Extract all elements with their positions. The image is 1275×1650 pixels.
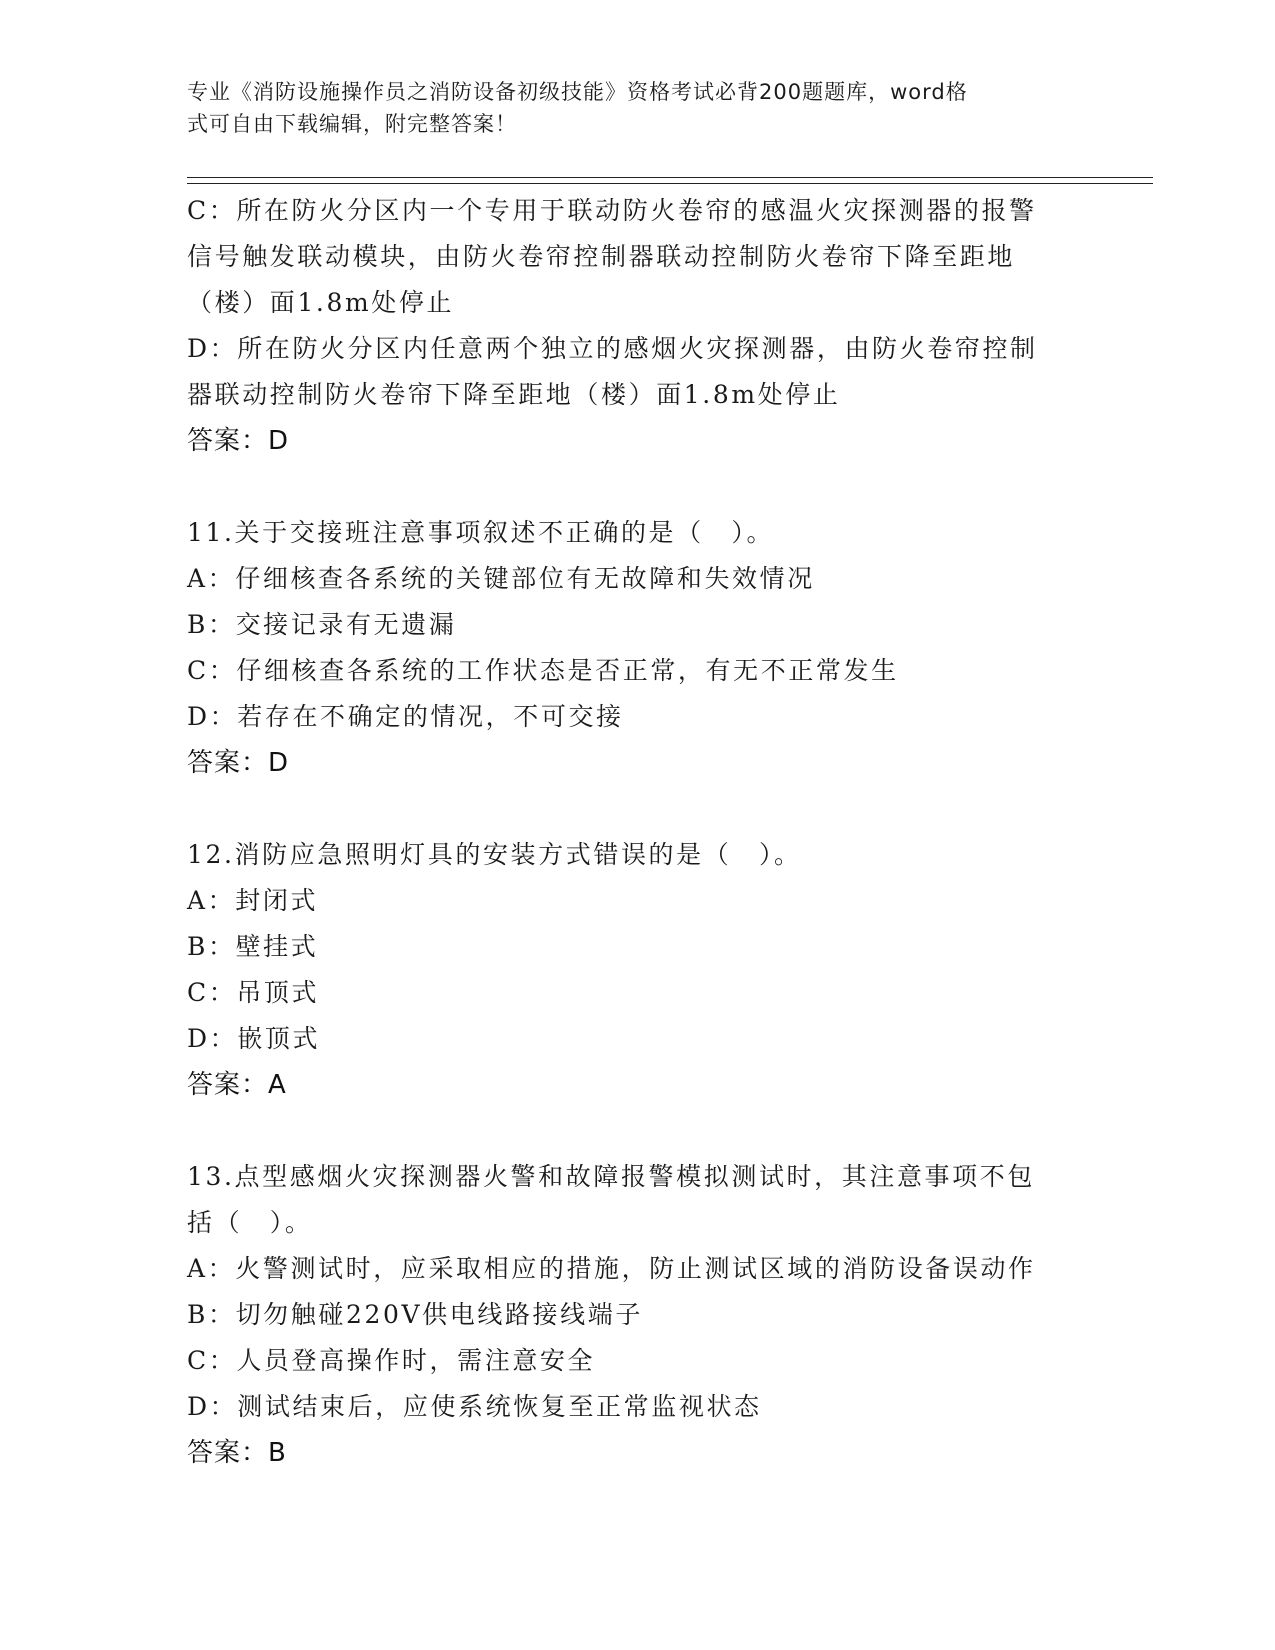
question-content [187,188,1087,1476]
document-header [187,76,1067,140]
option-c: C：仔细核查各系统的工作状态是否正常，有无不正常发生 [187,656,899,685]
spacer [187,1108,1087,1154]
spacer [187,464,1087,510]
answer-label: 答案：D [187,748,290,778]
question-text: 11.关于交接班注意事项叙述不正确的是（ ）。 [187,518,775,547]
answer-label: 答案：A [187,1070,287,1100]
question-13 [187,1154,1087,1476]
option-b: B：交接记录有无遗漏 [187,610,457,639]
header-line-2: 式可自由下载编辑，附完整答案！ [187,112,517,136]
question-text-line-1: 13.点型感烟火灾探测器火警和故障报警模拟测试时，其注意事项不包 [187,1162,1035,1191]
option-a: A：仔细核查各系统的关键部位有无故障和失效情况 [187,564,815,593]
option-d-line-1: D：所在防火分区内任意两个独立的感烟火灾探测器，由防火卷帘控制 [187,334,1038,363]
option-c-line-1: C：所在防火分区内一个专用于联动防火卷帘的感温火灾探测器的报警 [187,196,1037,225]
header-divider-bottom [187,183,1153,184]
option-a: A：封闭式 [187,886,319,915]
question-text: 12.消防应急照明灯具的安装方式错误的是（ ）。 [187,840,802,869]
option-a: A：火警测试时，应采取相应的措施，防止测试区域的消防设备误动作 [187,1254,1036,1283]
header-divider-top [187,177,1153,178]
answer-label: 答案：B [187,1438,287,1468]
spacer [187,786,1087,832]
option-d: D：测试结束后，应使系统恢复至正常监视状态 [187,1392,762,1421]
option-c-line-3: （楼）面1.8m处停止 [187,288,455,317]
option-d: D：若存在不确定的情况，不可交接 [187,702,624,731]
question-12 [187,832,1087,1108]
option-b: B：切勿触碰220V供电线路接线端子 [187,1300,643,1329]
header-line-1: 专业《消防设施操作员之消防设备初级技能》资格考试必背200题题库，word格 [187,80,968,104]
option-c: C：吊顶式 [187,978,320,1007]
question-text-line-2: 括（ ）。 [187,1208,313,1237]
question-11 [187,510,1087,786]
option-b: B：壁挂式 [187,932,319,961]
question-10-continuation [187,188,1087,464]
option-d: D：嵌顶式 [187,1024,321,1053]
answer-label: 答案：D [187,426,290,456]
option-c: C：人员登高操作时，需注意安全 [187,1346,596,1375]
option-d-line-2: 器联动控制防火卷帘下降至距地（楼）面1.8m处停止 [187,380,841,409]
option-c-line-2: 信号触发联动模块，由防火卷帘控制器联动控制防火卷帘下降至距地 [187,242,1016,271]
